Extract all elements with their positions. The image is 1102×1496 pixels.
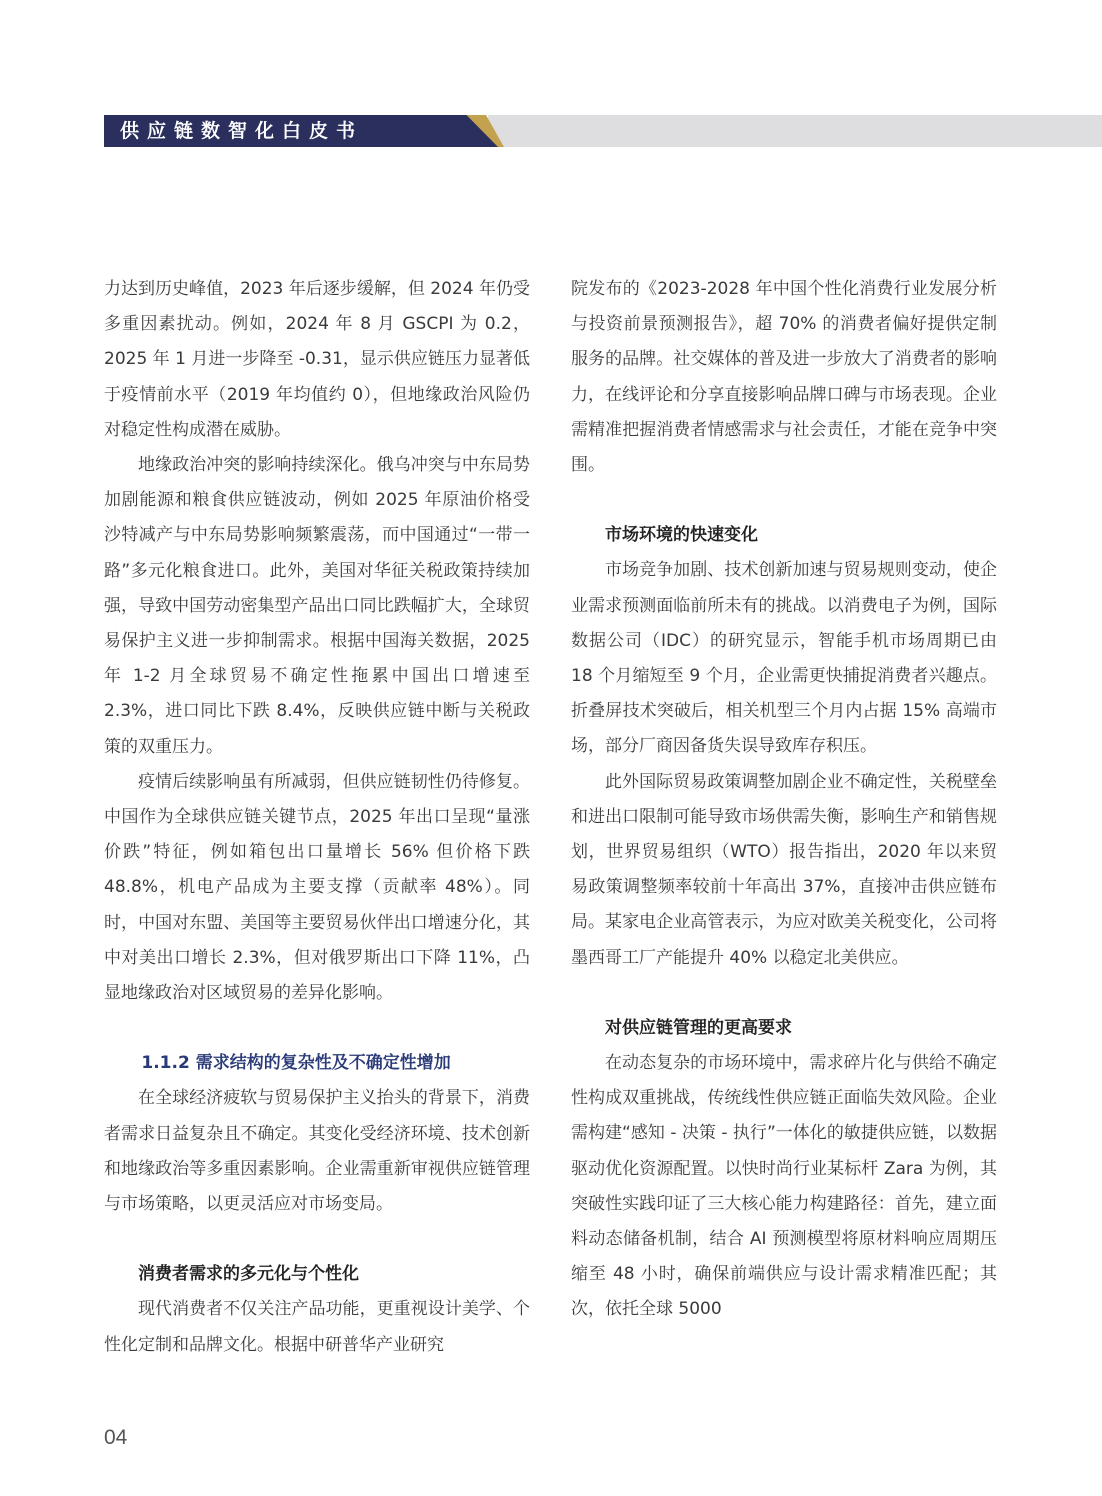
subheading: 消费者需求的多元化与个性化: [138, 1264, 359, 1285]
paragraph: 此外国际贸易政策调整加剧企业不确定性，关税壁垒和进出口限制可能导致市场供需失衡，影响生产和销售规划，世界贸易组织（WTO）报告指出，2020 年以来贸易政策调整频率较前十年高出 37%，直接冲击供应链布局。某家电企业高管表示，为应对欧美关税变化，公司将墨西哥工厂产能提升 40% 以稳定北美供应。: [571, 771, 997, 968]
paragraph: 在全球经济疲软与贸易保护主义抬头的背景下，消费者需求日益复杂且不确定。其变化受经济环境、技术创新和地缘政治等多重因素影响。企业需重新审视供应链管理与市场策略，以更灵活应对市场变局。: [104, 1088, 530, 1215]
subheading: 对供应链管理的更高要求: [605, 1017, 792, 1038]
header-banner: [104, 115, 1102, 147]
document-title: 供应链数智化白皮书: [120, 120, 364, 142]
paragraph: 现代消费者不仅关注产品功能，更重视设计美学、个性化定制和品牌文化。根据中研普华产业研究: [104, 1299, 530, 1355]
paragraph: 市场竞争加剧、技术创新加速与贸易规则变动，使企业需求预测面临前所未有的挑战。以消费电子为例，国际数据公司（IDC）的研究显示，智能手机市场周期已由 18 个月缩短至 9 个月，企业需更快捕捉消费者兴趣点。折叠屏技术突破后，相关机型三个月内占据 15% 高端市场，部分厂商因备货失误导致库存积压。: [571, 560, 997, 757]
section-heading: 1.1.2 需求结构的复杂性及不确定性增加: [141, 1053, 451, 1074]
page-number: 04: [104, 1426, 128, 1449]
right-column: [571, 272, 997, 1328]
header-gray-bar: [488, 115, 1102, 147]
subheading: 市场环境的快速变化: [605, 525, 758, 546]
paragraph: 疫情后续影响虽有所减弱，但供应链韧性仍待修复。中国作为全球供应链关键节点，2025 年出口呈现“量涨价跌”特征，例如箱包出口量增长 56% 但价格下跌 48.8%，机电产品成为主要支撑（贡献率 48%）。同时，中国对东盟、美国等主要贸易伙伴出口增速分化，其中对美出口增长 2.3%，但对俄罗斯出口下降 11%，凸显地缘政治对区域贸易的差异化影响。: [104, 771, 530, 1004]
paragraph: 院发布的《2023-2028 年中国个性化消费行业发展分析与投资前景预测报告》，超 70% 的消费者偏好提供定制服务的品牌。社交媒体的普及进一步放大了消费者的影响力，在线评论和分享直接影响品牌口碑与市场表现。企业需精准把握消费者情感需求与社会责任，才能在竞争中突围。: [571, 279, 997, 476]
paragraph: 力达到历史峰值，2023 年后逐步缓解，但 2024 年仍受多重因素扰动。例如，2024 年 8 月 GSCPI 为 0.2，2025 年 1 月进一步降至 -0.31，显示供应链压力显著低于疫情前水平（2019 年均值约 0），但地缘政治风险仍对稳定性构成潜在威胁。: [104, 279, 530, 440]
paragraph: 在动态复杂的市场环境中，需求碎片化与供给不确定性构成双重挑战，传统线性供应链正面临失效风险。企业需构建“感知 - 决策 - 执行”一体化的敏捷供应链，以数据驱动优化资源配置。以快时尚行业某标杆 Zara 为例，其突破性实践印证了三大核心能力构建路径：首先，建立面料动态储备机制，结合 AI 预测模型将原材料响应周期压缩至 48 小时，确保前端供应与设计需求精准匹配；其次，依托全球 5000: [571, 1053, 997, 1320]
paragraph: 地缘政治冲突的影响持续深化。俄乌冲突与中东局势加剧能源和粮食供应链波动，例如 2025 年原油价格受沙特减产与中东局势影响频繁震荡，而中国通过“一带一路”多元化粮食进口。此外，美国对华征关税政策持续加强，导致中国劳动密集型产品出口同比跌幅扩大，全球贸易保护主义进一步抑制需求。根据中国海关数据，2025 年 1-2 月全球贸易不确定性拖累中国出口增速至 2.3%，进口同比下跌 8.4%，反映供应链中断与关税政策的双重压力。: [104, 455, 530, 757]
left-column: [104, 272, 530, 1363]
